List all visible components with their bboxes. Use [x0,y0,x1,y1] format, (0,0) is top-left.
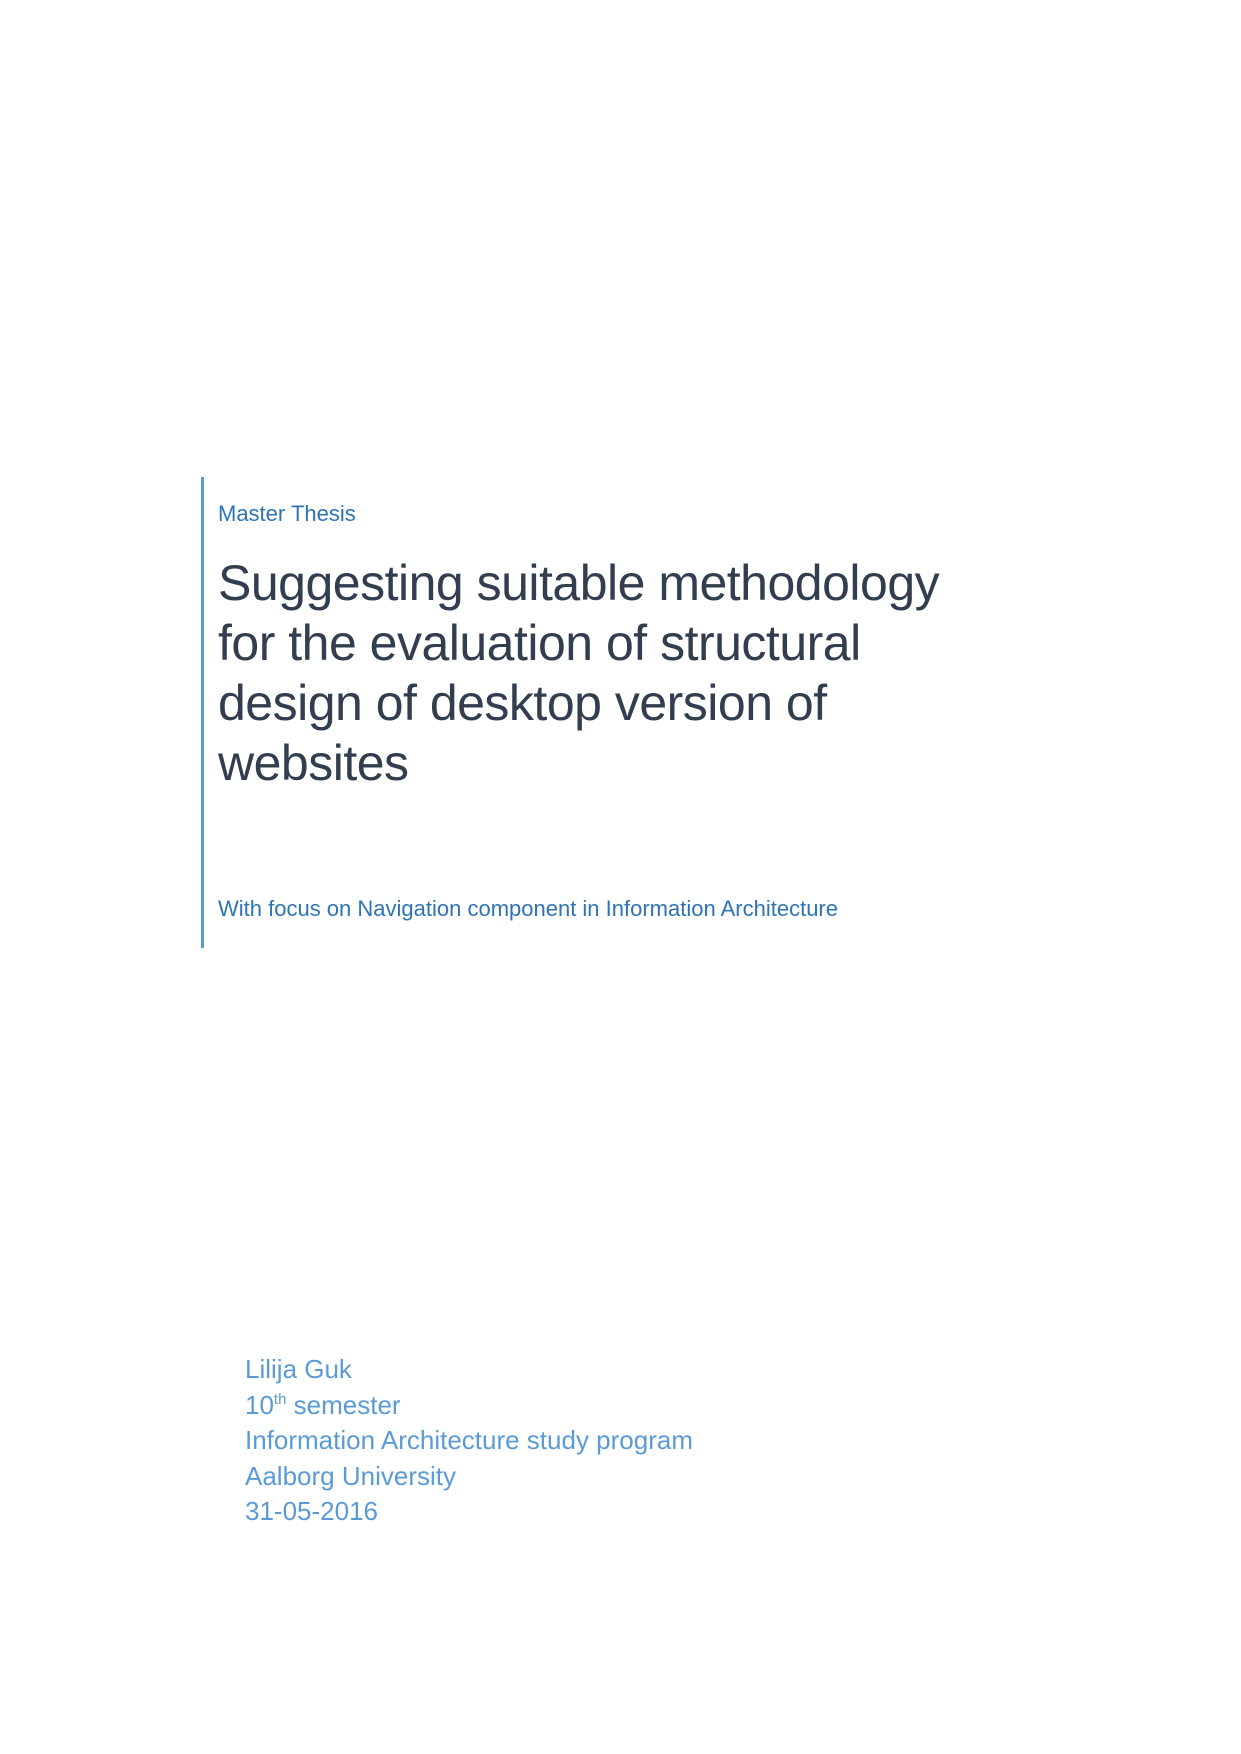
thesis-title: Suggesting suitable methodology for the evaluation of structural design of desktop version of websites [218,555,940,791]
submission-date: 31-05-2016 [245,1496,378,1526]
study-program: Information Architecture study program [245,1425,693,1455]
author-info-block [245,1352,693,1530]
semester-ordinal-suffix: th [273,1390,287,1408]
semester-number: 10 [245,1389,274,1420]
document-type-label: Master Thesis [218,501,356,526]
author-name: Lilija Guk [245,1354,352,1384]
semester-label: semester [286,1389,401,1420]
university-name: Aalborg University [245,1460,456,1491]
semester-line [245,1388,693,1424]
title-block [201,477,1004,948]
thesis-subtitle: With focus on Navigation component in Information Architecture [218,896,838,921]
